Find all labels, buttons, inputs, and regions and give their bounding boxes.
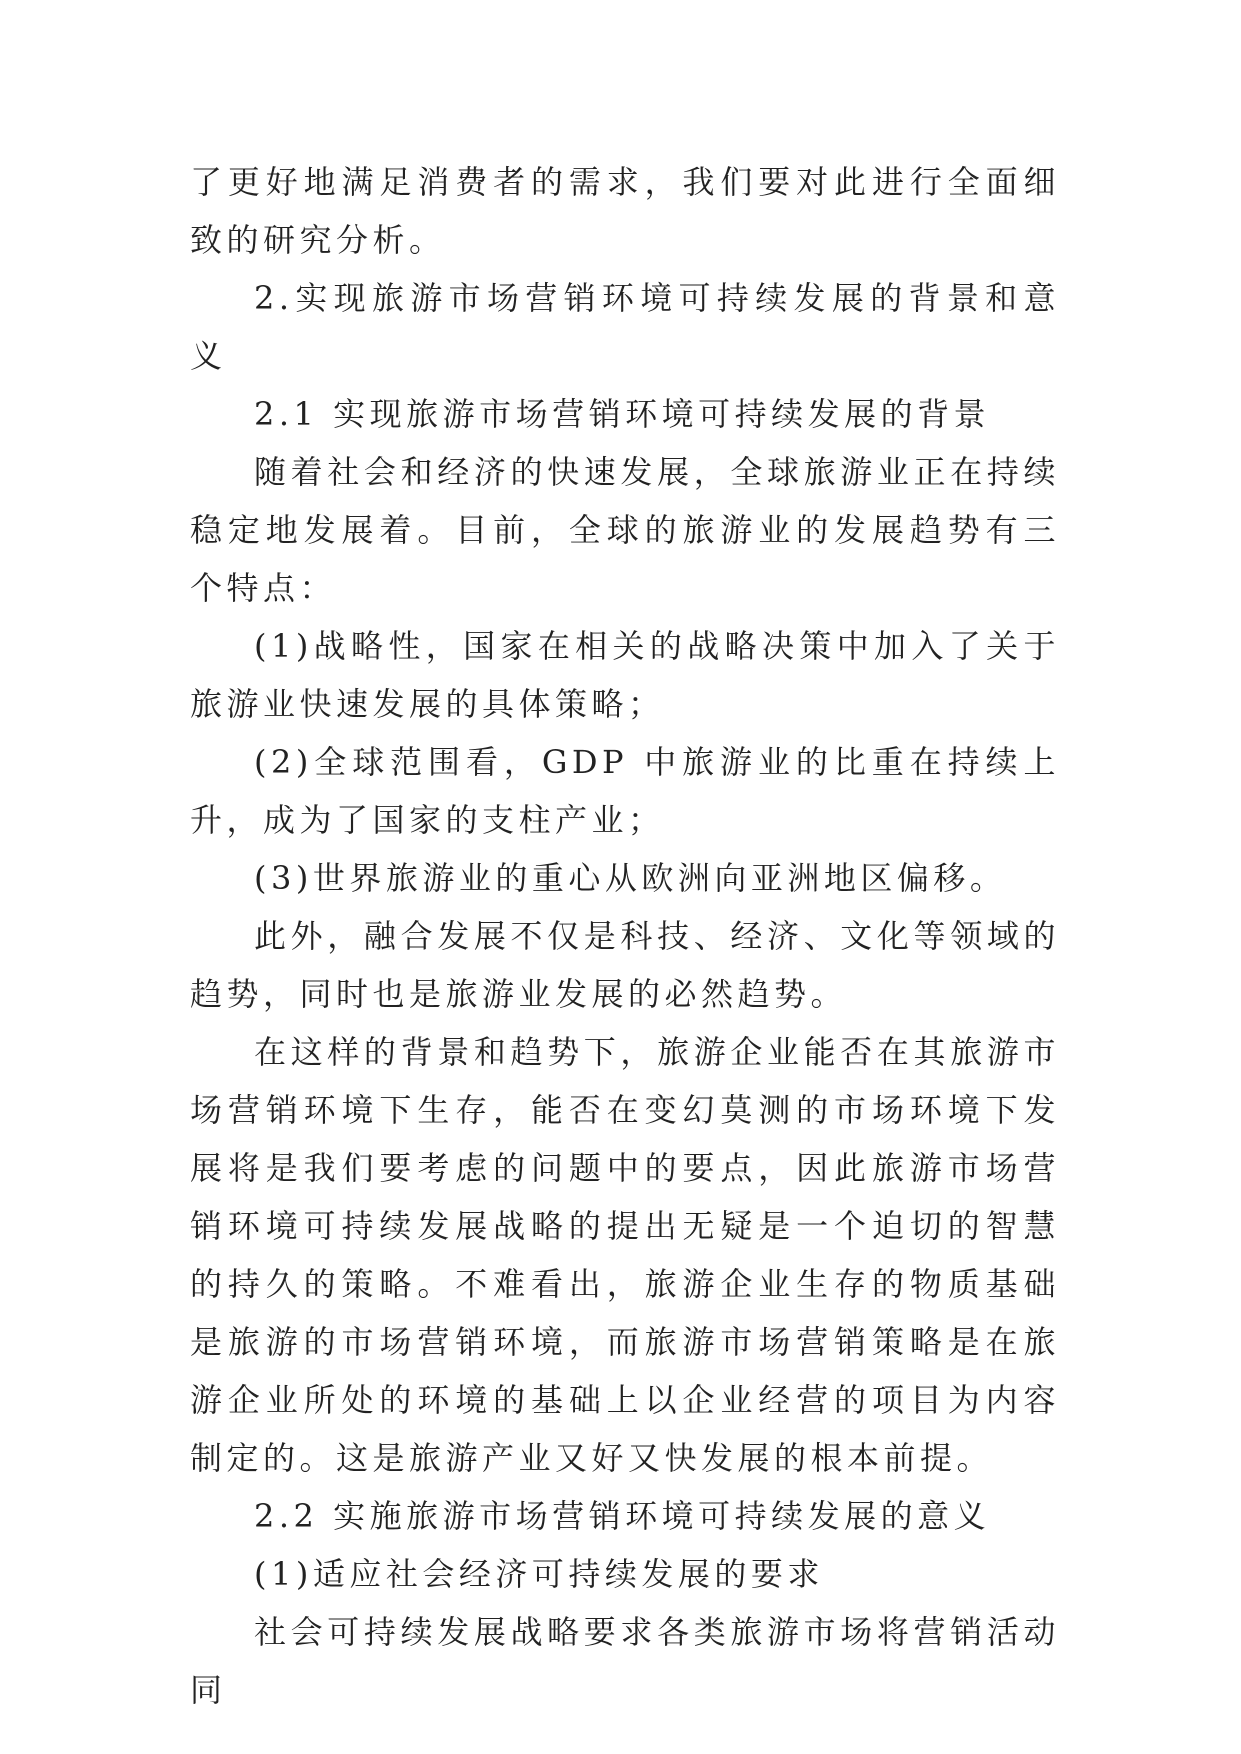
document-page [190,153,1060,1719]
paragraph-integration: 此外，融合发展不仅是科技、经济、文化等领域的趋势，同时也是旅游业发展的必然趋势。 [190,917,1060,1013]
list-item-1: (1)战略性，国家在相关的战略决策中加入了关于旅游业快速发展的具体策略； [190,627,1060,723]
paragraph-background-trend: 在这样的背景和趋势下，旅游企业能否在其旅游市场营销环境下生存，能否在变幻莫测的市场环境下发展将是我们要考虑的问题中的要点，因此旅游市场营销环境可持续发展战略的提出无疑是一个迫切的智慧的持久的策略。不难看出，旅游企业生存的物质基础是旅游的市场营销环境，而旅游市场营销策略是在旅游企业所处的环境的基础上以企业经营的项目为内容制定的。这是旅游产业又好又快发展的根本前提。 [190,1033,1060,1477]
subsection-heading-2-2: 2.2 实施旅游市场营销环境可持续发展的意义 [254,1497,991,1535]
section-heading-2: 2.实现旅游市场营销环境可持续发展的背景和意义 [190,279,1060,375]
list-item-3: (3)世界旅游业的重心从欧洲向亚洲地区偏移。 [254,859,1007,897]
paragraph-global-tourism: 随着社会和经济的快速发展，全球旅游业正在持续稳定地发展着。目前，全球的旅游业的发展趋势有三个特点： [190,453,1060,607]
paragraph-sustainable-strategy: 社会可持续发展战略要求各类旅游市场将营销活动同 [190,1613,1060,1709]
subsection-heading-2-1: 2.1 实现旅游市场营销环境可持续发展的背景 [254,395,991,433]
list-item-2: (2)全球范围看，GDP 中旅游业的比重在持续上升，成为了国家的支柱产业； [190,743,1060,839]
paragraph-continuation: 了更好地满足消费者的需求，我们要对此进行全面细致的研究分析。 [190,163,1060,259]
subheading-adapt: (1)适应社会经济可持续发展的要求 [254,1555,824,1593]
